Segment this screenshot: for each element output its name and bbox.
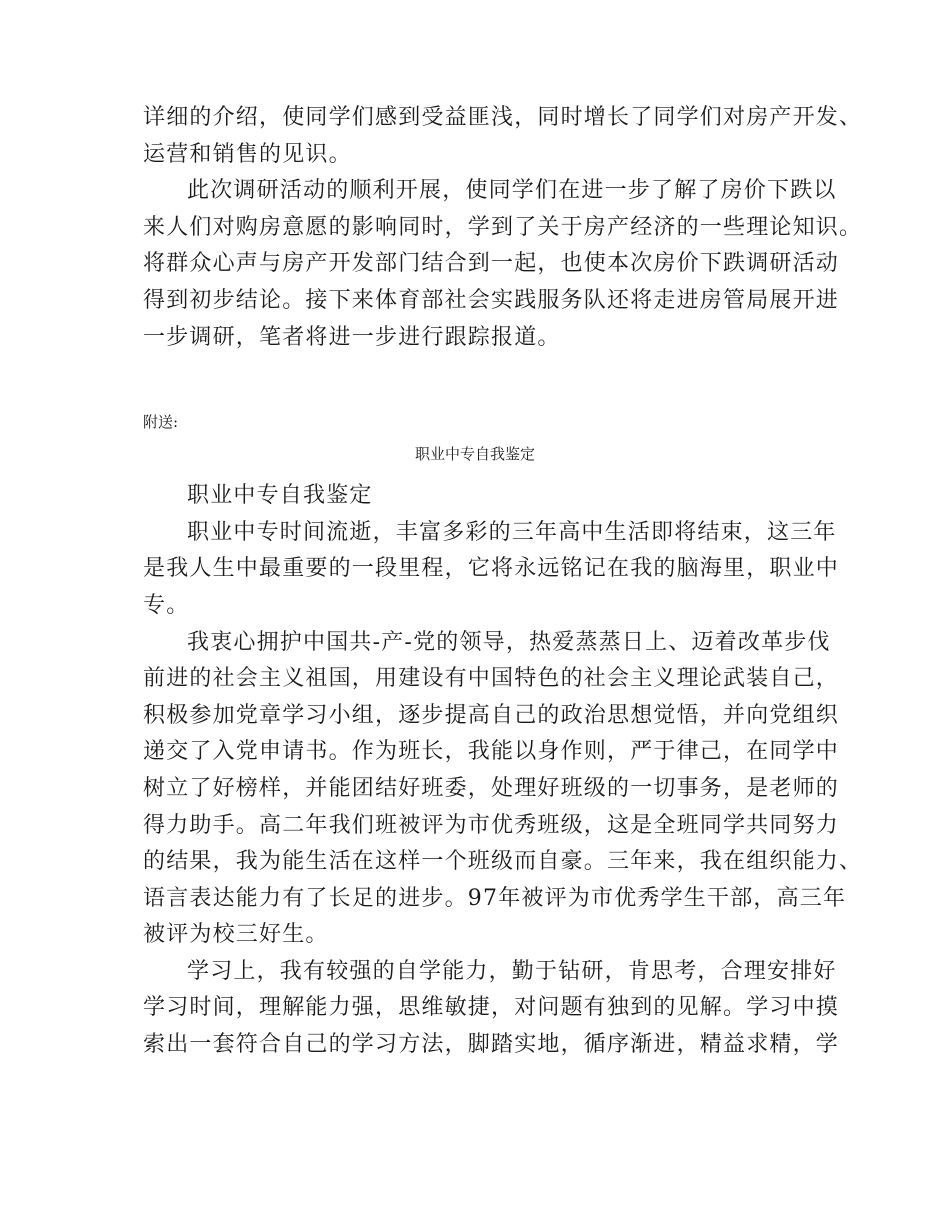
text-line: 树立了好榜样，并能团结好班委，处理好班级的一切事务，是老师的 [143, 775, 840, 801]
text-line: 语言表达能力有了长足的进步。97年被评为市优秀学生干部，高三年 [143, 885, 847, 911]
intro-paragraph-1 [143, 100, 863, 173]
text-line: 学习时间，理解能力强，思维敏捷，对问题有独到的见解。学习中摸 [143, 995, 840, 1021]
text-line: 的结果，我为能生活在这样一个班级而自豪。三年来，我在组织能力、 [143, 849, 863, 875]
text-line: 索出一套符合自己的学习方法，脚踏实地，循序渐进，精益求精，学 [143, 1032, 840, 1058]
text-line: 此次调研活动的顺利开展，使同学们在进一步了解了房价下跌以 [187, 178, 837, 204]
text-line: 详细的介绍，使同学们感到受益匪浅，同时增长了同学们对房产开发、 [143, 105, 863, 130]
essay-heading [143, 478, 807, 515]
attachment-label: 附送: [143, 413, 179, 432]
essay-paragraph-1 [143, 515, 840, 625]
essay-title-line: 职业中专自我鉴定 [187, 483, 373, 509]
essay-paragraph-2 [143, 625, 863, 954]
text-line: 是我人生中最重要的一段里程，它将永远铭记在我的脑海里，职业中 [143, 556, 840, 582]
text-line: 前进的社会主义祖国，用建设有中国特色的社会主义理论武装自己， [143, 666, 840, 692]
text-line: 专。 [143, 592, 190, 618]
text-line: 一步调研，笔者将进一步进行跟踪报道。 [143, 324, 561, 350]
document-page [143, 100, 863, 1064]
text-line: 得力助手。高二年我们班被评为市优秀班级，这是全班同学共同努力 [143, 812, 840, 838]
text-line: 积极参加党章学习小组，逐步提高自己的政治思想觉悟，并向党组织 [143, 702, 840, 728]
text-line: 运营和销售的见识。 [143, 141, 352, 167]
text-line: 学习上，我有较强的自学能力，勤于钻研，肯思考，合理安排好 [187, 958, 837, 984]
text-line: 职业中专时间流逝，丰富多彩的三年高中生活即将结束，这三年 [187, 519, 837, 545]
text-line: 得到初步结论。接下来体育部社会实践服务队还将走进房管局展开进 [143, 287, 840, 313]
text-line: 我衷心拥护中国共-产-党的领导，热爱蒸蒸日上、迈着改革步伐 [187, 629, 831, 655]
section-spacer [143, 356, 807, 410]
text-line: 来人们对购房意愿的影响同时，学到了关于房产经济的一些理论知识。 [143, 214, 863, 240]
attachment-title: 职业中专自我鉴定 [414, 445, 535, 464]
essay-paragraph-3 [143, 954, 840, 1064]
intro-paragraph-2 [143, 173, 863, 356]
text-line: 递交了入党申请书。作为班长，我能以身作则，严于律己，在同学中 [143, 739, 840, 765]
text-line: 将群众心声与房产开发部门结合到一起，也使本次房价下跌调研活动 [143, 251, 840, 277]
text-line: 被评为校三好生。 [143, 922, 329, 948]
